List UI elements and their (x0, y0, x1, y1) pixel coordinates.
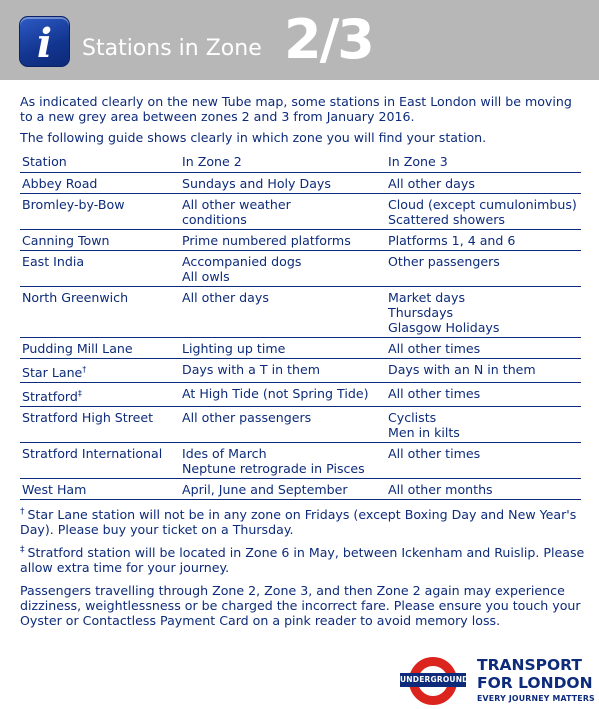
zone-3-cell (386, 172, 581, 193)
condition-text: April, June and September (182, 481, 348, 497)
roundel-bar: UNDERGROUND (400, 673, 466, 687)
tfl-wordmark (477, 656, 593, 692)
guide-intro-paragraph: The following guide shows clearly in which zone you will find your station. (20, 130, 487, 145)
condition-text: All other times (388, 385, 481, 401)
station-name-cell (20, 337, 180, 358)
station-name-cell (20, 172, 180, 193)
station-name: West Ham (22, 481, 87, 497)
zone-2-cell (180, 286, 386, 337)
intro-paragraph: As indicated clearly on the new Tube map, some stations in East London will be moving to a new grey area between zones 2 and 3 from January 2016. (20, 94, 572, 124)
condition-text: Cyclists (388, 409, 437, 425)
condition-text: Days with an N in them (388, 361, 536, 377)
condition-text: All other days (182, 289, 269, 305)
condition-text: Cloud (except cumulonimbus) (388, 196, 577, 212)
condition-text: Sundays and Holy Days (182, 175, 331, 191)
zone-2-cell (180, 382, 386, 406)
condition-text: Other passengers (388, 253, 500, 269)
zone-2-cell (180, 358, 386, 382)
header-zone-3: In Zone 3 (386, 151, 581, 172)
footnote-mark: † (82, 364, 87, 374)
table-row (20, 406, 581, 442)
zone-3-cell (386, 229, 581, 250)
station-name: North Greenwich (22, 289, 129, 305)
table-row (20, 358, 581, 382)
condition-text: Neptune retrograde in Pisces (182, 460, 365, 476)
table-row (20, 250, 581, 286)
condition-text: All other times (388, 340, 481, 356)
tfl-name-line2: FOR LONDON (477, 674, 593, 692)
station-name: Stratford High Street (22, 409, 154, 425)
tfl-tagline: EVERY JOURNEY MATTERS (477, 694, 595, 703)
zone-2-cell (180, 442, 386, 478)
condition-text: All owls (182, 268, 230, 284)
table-row (20, 337, 581, 358)
header-zone-2: In Zone 2 (180, 151, 386, 172)
footnote-mark: ‡ (20, 545, 25, 555)
station-name: Stratford (22, 388, 78, 404)
footnote-text: Stratford station will be located in Zone 6 in May, between Ickenham and Ruislip. Please allow extra time for your journey. (20, 545, 585, 576)
zone-3-cell (386, 358, 581, 382)
table-row (20, 382, 581, 406)
footnote-text: Star Lane station will not be in any zone on Fridays (except Boxing Day and New Year's Day). Please buy your ticket on a Thursday. (20, 507, 577, 538)
condition-text: All other weather (182, 196, 291, 212)
condition-text: All other months (388, 481, 493, 497)
zone-3-cell (386, 193, 581, 229)
zone-2-cell (180, 229, 386, 250)
zone-2-cell (180, 250, 386, 286)
table-body (20, 172, 581, 499)
condition-text: All other times (388, 445, 481, 461)
zone-title: 2/3 (284, 8, 373, 71)
info-icon: i (19, 16, 70, 67)
station-name-cell (20, 358, 180, 382)
station-name-cell (20, 442, 180, 478)
header-station: Station (20, 151, 180, 172)
condition-text: All other passengers (182, 409, 312, 425)
condition-text: conditions (182, 211, 247, 227)
condition-text: Days with a T in them (182, 361, 320, 377)
station-name: Abbey Road (22, 175, 98, 191)
condition-text: Glasgow Holidays (388, 319, 500, 335)
zone-2-cell (180, 193, 386, 229)
station-name-cell (20, 286, 180, 337)
zone-3-cell (386, 250, 581, 286)
station-name: East India (22, 253, 85, 269)
zone-3-cell (386, 286, 581, 337)
condition-text: All other days (388, 175, 475, 191)
condition-text: Men in kilts (388, 424, 460, 440)
station-name: Canning Town (22, 232, 110, 248)
zone-3-cell (386, 337, 581, 358)
table-row (20, 193, 581, 229)
condition-text: At High Tide (not Spring Tide) (182, 385, 369, 401)
page-header (0, 0, 599, 80)
condition-text: Ides of March (182, 445, 267, 461)
station-name: Pudding Mill Lane (22, 340, 133, 356)
zone-2-cell (180, 406, 386, 442)
zone-2-cell (180, 337, 386, 358)
table-row (20, 172, 581, 193)
underground-roundel-logo (400, 655, 469, 707)
station-name: Stratford International (22, 445, 163, 461)
zone-3-cell (386, 382, 581, 406)
station-name-cell (20, 250, 180, 286)
condition-text: Scattered showers (388, 211, 505, 227)
zone-2-cell (180, 172, 386, 193)
station-name-cell (20, 193, 180, 229)
condition-text: Market days (388, 289, 466, 305)
footnote-stratford (20, 543, 585, 575)
tfl-name-line1: TRANSPORT (477, 656, 582, 674)
footnote-star-lane (20, 505, 585, 537)
station-name-cell (20, 478, 180, 499)
footnote-mark: † (20, 507, 25, 517)
table-row (20, 286, 581, 337)
station-name-cell (20, 229, 180, 250)
station-name: Star Lane (22, 364, 83, 380)
condition-text: Prime numbered platforms (182, 232, 351, 248)
zone-3-cell (386, 478, 581, 499)
station-name-cell (20, 382, 180, 406)
condition-text: Thursdays (388, 304, 454, 320)
condition-text: Lighting up time (182, 340, 286, 356)
zone-2-cell (180, 478, 386, 499)
footnote-mark: ‡ (77, 388, 82, 398)
station-name-cell (20, 406, 180, 442)
closing-paragraph: Passengers travelling through Zone 2, Zone 3, and then Zone 2 again may experience dizziness, weightlessness or be charged the incorrect fare. Please ensure you touch your Oyster or Contactless Payment Card on a pink reader to avoid memory loss. (20, 583, 581, 628)
page-title: Stations in Zone (82, 36, 262, 61)
station-name: Bromley-by-Bow (22, 196, 125, 212)
table-row (20, 478, 581, 499)
table-header-row (20, 151, 581, 172)
condition-text: Accompanied dogs (182, 253, 302, 269)
condition-text: Platforms 1, 4 and 6 (388, 232, 516, 248)
table-row (20, 442, 581, 478)
zone-3-cell (386, 442, 581, 478)
table-row (20, 229, 581, 250)
zone-3-cell (386, 406, 581, 442)
station-zone-table (20, 151, 581, 500)
